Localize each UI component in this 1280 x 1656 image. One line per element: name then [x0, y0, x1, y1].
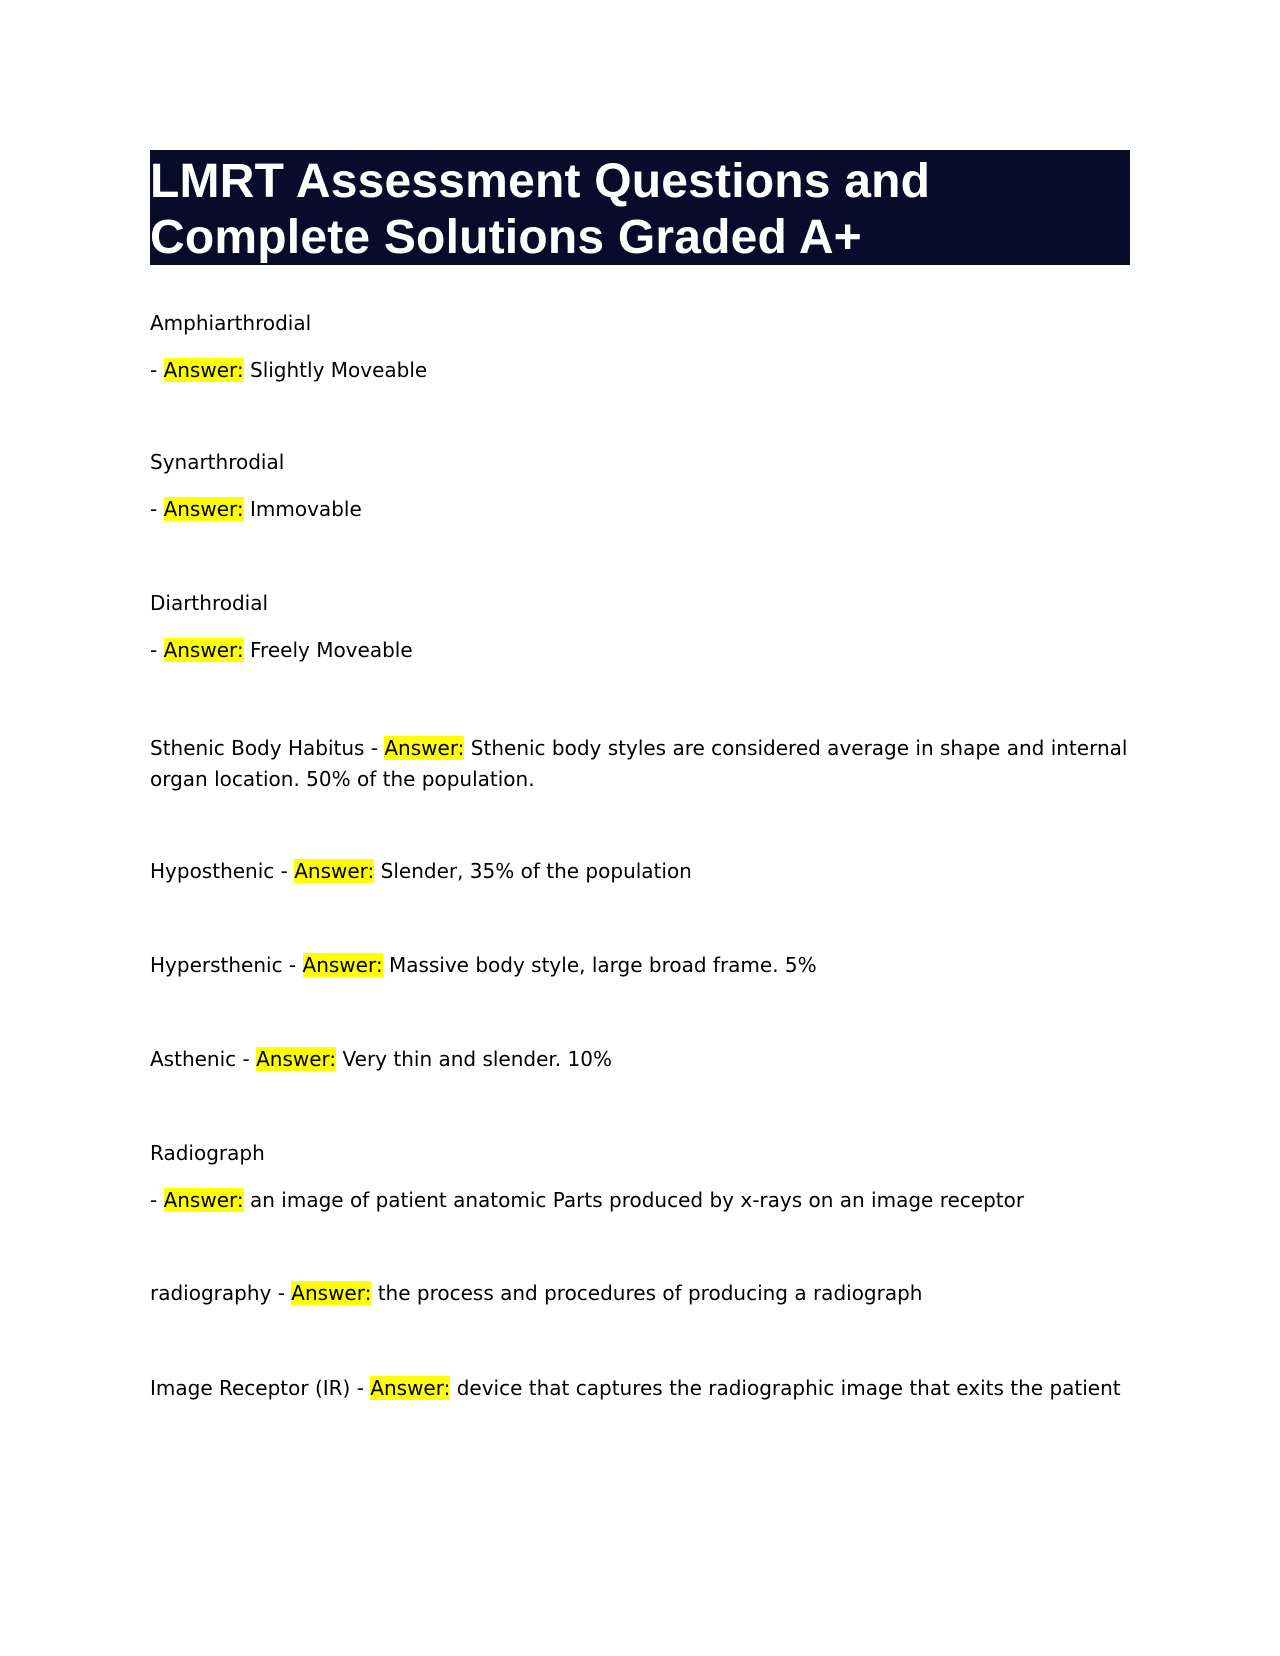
separator: - [350, 1376, 371, 1400]
entry-answer: device that captures the radiographic image that exits the patient [456, 1376, 1121, 1400]
answer-label: Answer: [256, 1047, 337, 1071]
entry-term: Asthenic [150, 1047, 237, 1071]
answer-label: Answer: [384, 736, 465, 760]
entry-term: Image Receptor (IR) [150, 1376, 351, 1400]
entry-inline [150, 1278, 1130, 1309]
entry-term: radiography [150, 1281, 272, 1305]
separator: - [282, 953, 303, 977]
entry-answer: Freely Moveable [250, 638, 413, 662]
entry-inline [150, 1373, 1130, 1404]
entry-term: Amphiarthrodial [150, 311, 312, 335]
entry-inline [150, 733, 1130, 795]
entry-answer: Slightly Moveable [250, 358, 428, 382]
separator: - [364, 736, 385, 760]
separator: - [274, 859, 295, 883]
answer-label: Answer: [163, 638, 244, 662]
entry-answer: Massive body style, large broad frame. 5% [388, 953, 817, 977]
entry-inline [150, 950, 1130, 981]
entry-answer: Slender, 35% of the population [380, 859, 692, 883]
entry-answer-line [150, 494, 1130, 525]
entry-answer: an image of patient anatomic Parts produced by x-rays on an image receptor [250, 1188, 1025, 1212]
entry-term: Diarthrodial [150, 591, 269, 615]
entry-answer: Sthenic body styles are considered average in shape and internal organ location. 50% of the population. [150, 736, 1128, 791]
separator: - [150, 1188, 164, 1212]
separator: - [150, 358, 164, 382]
entry-answer: Very thin and slender. 10% [342, 1047, 612, 1071]
separator: - [150, 497, 164, 521]
entry-term: Hyposthenic [150, 859, 275, 883]
answer-label: Answer: [163, 1188, 244, 1212]
title-banner [150, 150, 1130, 265]
entry-inline [150, 856, 1130, 887]
entry-term: Synarthrodial [150, 450, 285, 474]
separator: - [271, 1281, 292, 1305]
entry-term: Radiograph [150, 1141, 265, 1165]
entry-answer: Immovable [250, 497, 362, 521]
answer-label: Answer: [163, 358, 244, 382]
entry-answer-line [150, 355, 1130, 386]
entry-inline [150, 1044, 1130, 1075]
answer-label: Answer: [294, 859, 375, 883]
entry-term: Hypersthenic [150, 953, 283, 977]
entry-term: Sthenic Body Habitus [150, 736, 365, 760]
answer-label: Answer: [163, 497, 244, 521]
answer-label: Answer: [291, 1281, 372, 1305]
entry-answer: the process and procedures of producing a radiograph [377, 1281, 923, 1305]
separator: - [236, 1047, 257, 1071]
document-title: LMRT Assessment Questions and Complete Solutions Graded A+ [150, 155, 931, 264]
answer-label: Answer: [370, 1376, 451, 1400]
entry-answer-line [150, 1185, 1130, 1216]
entry-answer-line [150, 635, 1130, 666]
separator: - [150, 638, 164, 662]
answer-label: Answer: [302, 953, 383, 977]
